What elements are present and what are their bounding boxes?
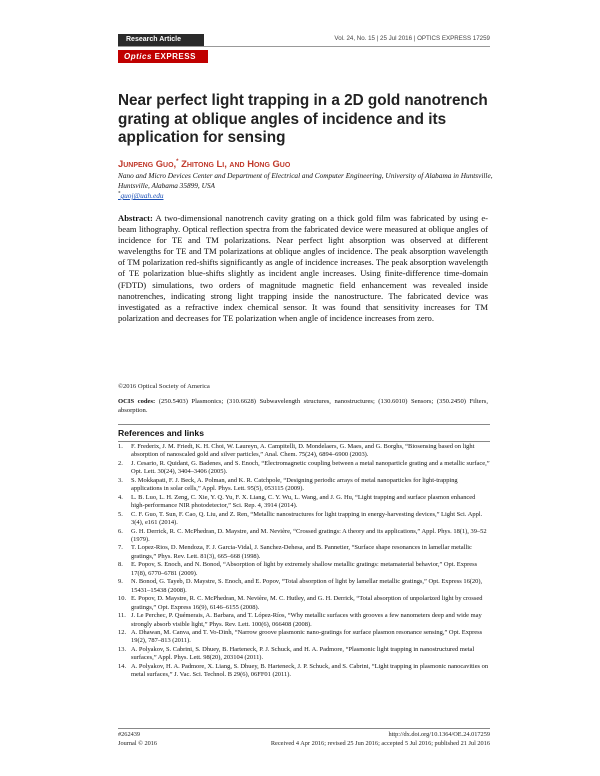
reference-number: 2. bbox=[118, 459, 123, 467]
reference-number: 14. bbox=[118, 662, 127, 670]
reference-item bbox=[118, 646, 490, 663]
journal-info: Vol. 24, No. 15 | 25 Jul 2016 | OPTICS EXPRESS 17259 bbox=[334, 35, 490, 42]
journal-logo-text bbox=[118, 50, 208, 63]
abstract bbox=[118, 213, 488, 324]
doc-id: #262439 bbox=[118, 731, 141, 738]
reference-text: A. Polyakov, S. Cabrini, S. Dhuey, B. Harteneck, P. J. Schuck, and H. A. Padmore, “Plasmonic light trapping in nanostructured metal surfaces,” Appl. Phys. Lett. 98(20), 203104 (2011). bbox=[131, 645, 475, 662]
abstract-label: Abstract: bbox=[118, 213, 153, 223]
abstract-text: A two-dimensional nanotrench cavity grating on a thick gold film was fabricated by using e-beam lithography. Optical reflection spectra from the fabricated device were measured at oblique angles of incidence for TE and TM polarizations. Near perfect light absorption was observed at different wavelengths for TE and TM polarizations at oblique angles of incidence. The peak absorption wavelength of TM polarization red-shifts significantly as angle of incidence increases. The peak absorption wavelength of TE polarization blue-shifts slightly as incident angle increases. Using finite-difference time-domain (FDTD) simulations, two orders of magnitude magnetic field enhancement was revealed inside nanotrenches, indicating strong light trapping inside the nanostructure. The fabricated device was investigated as a refractive index chemical sensor. It was found that sensitivity increases for TM polarization and decreases for TE polarization when angle of incidence increases from zero. bbox=[118, 213, 488, 323]
author-list bbox=[118, 158, 290, 169]
reference-item bbox=[118, 595, 490, 612]
footer-left bbox=[118, 731, 157, 748]
reference-item bbox=[118, 477, 490, 494]
reference-text: T. Lopez-Rios, D. Mendoza, F. J. Garcia-Vidal, J. Sanchez-Dehesa, and B. Pannetier, “Surface shape resonances in lamellar metallic gratings,” Phys. Rev. Lett. 81(3), 665–668 (1998). bbox=[131, 544, 472, 560]
journal-logo bbox=[118, 50, 208, 63]
reference-item bbox=[118, 612, 490, 629]
author-rest: Zhitong Li, and Hong Guo bbox=[178, 158, 291, 169]
doi-link[interactable]: http://dx.doi.org/10.1364/OE.24.017259 bbox=[388, 731, 490, 738]
reference-text: C. F. Guo, T. Sun, F. Cao, Q. Liu, and Z. Ren, “Metallic nanostructures for light trapping in energy-harvesting devices,” Light Sci. Appl. 3(4), e161 (2014). bbox=[131, 510, 483, 527]
copyright-notice: ©2016 Optical Society of America bbox=[118, 383, 210, 390]
reference-text: A. Dhawan, M. Canva, and T. Vo-Dinh, “Narrow groove plasmonic nano-gratings for surface plasmon resonance sensing,” Opt. Express 19(2), 787–813 (2011). bbox=[131, 628, 483, 645]
corresponding-mark: * bbox=[176, 158, 179, 165]
paper-title: Near perfect light trapping in a 2D gold nanotrench grating at oblique angles of incidence and its application for sensing bbox=[118, 92, 488, 146]
reference-item bbox=[118, 528, 490, 545]
author-email-link[interactable] bbox=[118, 191, 164, 200]
reference-text: S. Mokkapati, F. J. Beck, A. Polman, and K. R. Catchpole, “Designing periodic arrays of metal nanoparticles for light-trapping applications in solar cells,” Appl. Phys. Lett. 95(5), 053115 (2009). bbox=[131, 476, 458, 493]
reference-item bbox=[118, 629, 490, 646]
reference-number: 4. bbox=[118, 493, 123, 501]
email-text: guoj@uah.edu bbox=[120, 191, 164, 200]
reference-number: 11. bbox=[118, 612, 126, 620]
email-mark: * bbox=[118, 191, 121, 197]
affiliation: Nano and Micro Devices Center and Department of Electrical and Computer Engineering, University of Alabama in Huntsville, Huntsville, Alabama 35899, USA bbox=[118, 171, 493, 191]
reference-number: 13. bbox=[118, 645, 127, 653]
reference-item bbox=[118, 494, 490, 511]
references-divider-top bbox=[118, 424, 490, 425]
reference-number: 9. bbox=[118, 578, 123, 586]
ocis-codes bbox=[118, 398, 488, 415]
reference-item bbox=[118, 663, 490, 680]
author-first: Junpeng Guo, bbox=[118, 158, 177, 169]
reference-number: 8. bbox=[118, 561, 123, 569]
reference-number: 1. bbox=[118, 443, 123, 450]
reference-number: 10. bbox=[118, 595, 127, 603]
article-type-label: Research Article bbox=[126, 36, 181, 43]
reference-number: 3. bbox=[118, 476, 123, 484]
references-heading: References and links bbox=[118, 428, 204, 438]
article-type-badge bbox=[118, 34, 204, 46]
reference-item bbox=[118, 561, 490, 578]
reference-item bbox=[118, 443, 490, 460]
journal-year: Journal © 2016 bbox=[118, 739, 158, 747]
header-divider bbox=[118, 46, 490, 47]
reference-item bbox=[118, 578, 490, 595]
logo-optics: Optics bbox=[124, 52, 152, 61]
reference-text: E. Popov, D. Maystre, R. C. McPhedran, M. Nevière, M. C. Hutley, and G. H. Derrick, “Total absorption of unpolarized light by crossed gratings,” Opt. Express 16(9), 6146–6155 (2008). bbox=[131, 595, 483, 611]
reference-number: 7. bbox=[118, 544, 123, 552]
reference-text: A. Polyakov, H. A. Padmore, X. Liang, S. Dhuey, B. Harteneck, J. P. Schuck, and S. Cabrini, “Light trapping in plasmonic nanocavities on metal surfaces,” J. Vac. Sci. Technol. B 29(6), 06FF01 (2011). bbox=[131, 662, 489, 679]
publication-dates: Received 4 Apr 2016; revised 25 Jun 2016; accepted 5 Jul 2016; published 21 Jul 2016 bbox=[270, 739, 490, 747]
reference-text: G. H. Derrick, R. C. McPhedran, D. Maystre, and M. Nevière, “Crossed gratings: A theory and its applications,” Appl. Phys. 18(1), 39–52 (1979). bbox=[131, 527, 487, 543]
reference-text: J. Cesario, R. Quidant, G. Badenes, and S. Enoch, “Electromagnetic coupling between a metal nanoparticle grating and a metallic surface,” Opt. Lett. 30(24), 3404–3406 (2005). bbox=[131, 459, 490, 476]
reference-item bbox=[118, 544, 490, 561]
ocis-text: (250.5403) Plasmonics; (310.6628) Subwavelength structures, nanostructures; (130.6010) Sensors; (350.2450) Filters, absorption. bbox=[118, 398, 488, 414]
reference-item bbox=[118, 511, 490, 528]
reference-number: 6. bbox=[118, 527, 123, 535]
reference-text: L. B. Luo, L. H. Zeng, C. Xie, Y. Q. Yu, F. X. Liang, C. Y. Wu, L. Wang, and J. G. Hu, “Light trapping and surface plasmon enhanced high-performance NIR photodetector,” Sci. Rep. 4, 3914 (2014). bbox=[131, 493, 476, 510]
logo-express: EXPRESS bbox=[154, 52, 196, 61]
reference-number: 12. bbox=[118, 628, 127, 636]
reference-text: E. Popov, S. Enoch, and N. Bonod, “Absorption of light by extremely shallow metallic gratings: metamaterial behavior,” Opt. Express 17(8), 6770–6781 (2009). bbox=[131, 561, 478, 577]
reference-text: J. Le Perchec, P. Quémerais, A. Barbara, and T. López-Ríos, “Why metallic surfaces with grooves a few nanometers deep and wide may strongly absorb visible light,” Phys. Rev. Lett. 100(6), 066408 (2008). bbox=[131, 612, 482, 628]
footer-right bbox=[271, 731, 490, 748]
reference-list bbox=[118, 443, 490, 680]
references-divider-bottom bbox=[118, 441, 490, 442]
reference-item bbox=[118, 460, 490, 477]
footer-divider bbox=[118, 728, 490, 729]
reference-text: N. Bonod, G. Tayeb, D. Maystre, S. Enoch, and E. Popov, “Total absorption of light by lamellar metallic gratings,” Opt. Express 16(20), 15431–15438 (2008). bbox=[131, 578, 483, 594]
ocis-label: OCIS codes: bbox=[118, 398, 156, 405]
reference-number: 5. bbox=[118, 510, 123, 518]
reference-text: F. Frederix, J. M. Friedt, K. H. Choi, W. Laureyn, A. Campitelli, D. Mondelaers, G. Maes, and G. Borghs, “Biosensing based on light absorption of nanoscaled gold and silver particles,” Anal. Chem. 75(24), 6894–6900 (2003). bbox=[131, 443, 475, 459]
